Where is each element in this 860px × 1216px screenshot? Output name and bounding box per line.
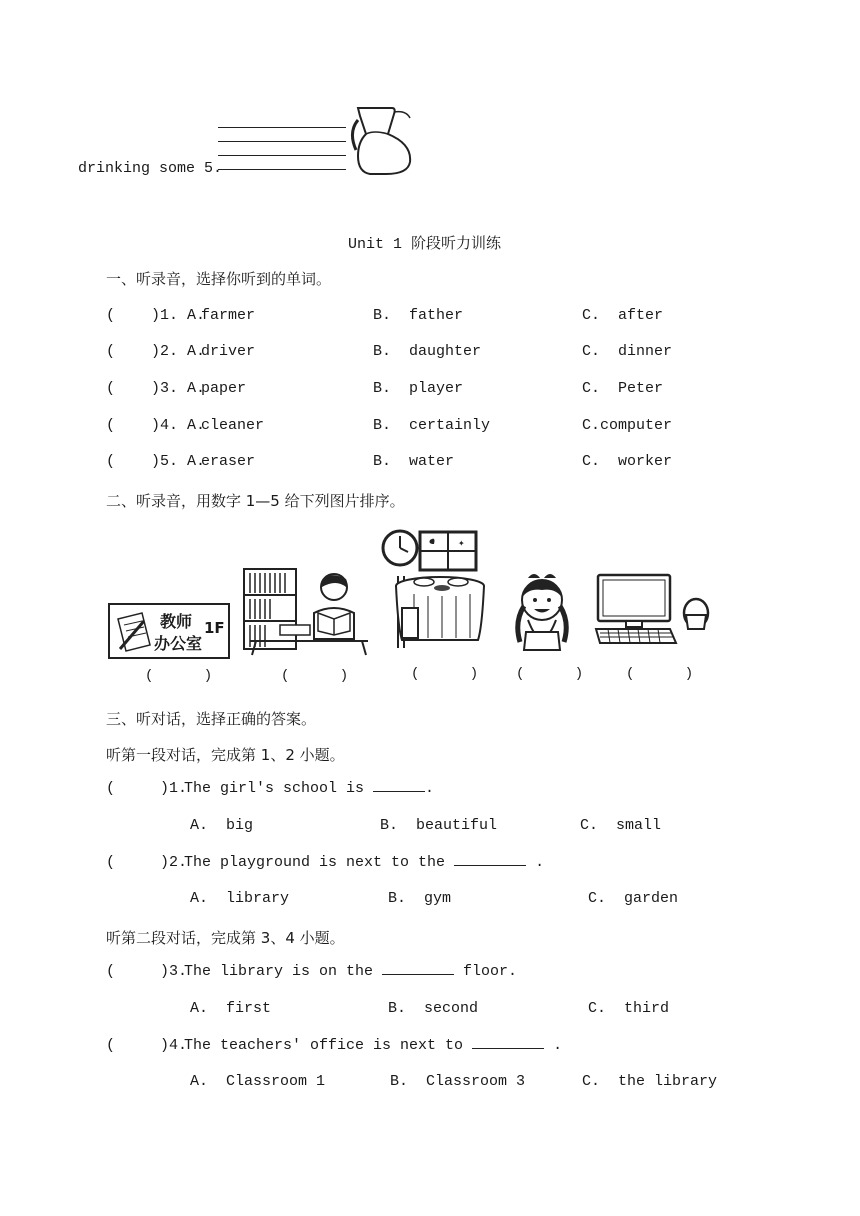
sign-floor: 1F	[204, 619, 225, 637]
option-c: C. small	[580, 817, 662, 834]
option-b: B. beautiful	[380, 817, 498, 834]
water-jug-icon	[350, 106, 420, 176]
sign-text-line2: 办公室	[154, 634, 203, 653]
option-b: B. player	[373, 380, 464, 397]
section-heading-1: 一、听录音，选择你听到的单词。	[106, 270, 332, 288]
answer-bracket-1[interactable]: ( )	[145, 668, 213, 684]
question-number[interactable]: ( )2.	[106, 854, 188, 871]
answer-blank[interactable]	[373, 790, 425, 792]
question-number[interactable]: ( )1. A.	[106, 307, 206, 324]
office-sign-picture	[108, 603, 230, 659]
question-end: .	[425, 780, 435, 797]
boy-reading-library-picture	[242, 567, 372, 657]
girl-picture	[512, 570, 572, 652]
paper-pen-icon	[114, 609, 154, 653]
question-end: .	[544, 1037, 563, 1054]
option-a: paper	[201, 380, 247, 397]
question-end: .	[526, 854, 545, 871]
writing-line	[218, 141, 346, 142]
writing-line	[218, 127, 346, 128]
question-stem: The playground is next to the	[184, 854, 446, 871]
answer-blank[interactable]	[382, 973, 454, 975]
question-number[interactable]: ( )3. A.	[106, 380, 206, 397]
sign-text-line1: 教师	[160, 612, 193, 631]
option-a: A. big	[190, 817, 254, 834]
svg-text:✦: ✦	[458, 539, 465, 548]
writing-line	[218, 155, 346, 156]
option-b: B. water	[373, 453, 455, 470]
option-b: B. Classroom 3	[390, 1073, 526, 1090]
question-stem: The girl's school is	[184, 780, 365, 797]
question-text	[184, 780, 434, 797]
option-c: C. after	[582, 307, 664, 324]
dialog-1-instruction: 听第一段对话，完成第 1、2 小题。	[106, 746, 345, 764]
question-number[interactable]: ( )2. A.	[106, 343, 206, 360]
question-number[interactable]: ( )1.	[106, 780, 188, 797]
option-a: driver	[201, 343, 256, 360]
option-c: C. garden	[588, 890, 679, 907]
option-c: C.computer	[582, 417, 673, 434]
question-text	[184, 963, 517, 980]
option-a: cleaner	[201, 417, 265, 434]
question-number[interactable]: ( )3.	[106, 963, 188, 980]
question-number[interactable]: ( )4.	[106, 1037, 188, 1054]
question-number[interactable]: ( )5. A.	[106, 453, 206, 470]
question-number[interactable]: ( )4. A.	[106, 417, 206, 434]
option-b: B. second	[388, 1000, 479, 1017]
answer-blank[interactable]	[454, 864, 526, 866]
answer-bracket-5[interactable]: ( )	[626, 666, 694, 682]
answer-bracket-3[interactable]: ( )	[411, 666, 479, 682]
option-c: C. worker	[582, 453, 673, 470]
writing-line[interactable]	[218, 169, 346, 170]
question-text	[184, 1037, 562, 1054]
option-a: A. library	[190, 890, 290, 907]
computer-picture	[594, 573, 719, 649]
option-b: B. daughter	[373, 343, 482, 360]
question-end: floor.	[454, 963, 518, 980]
option-a: A. Classroom 1	[190, 1073, 326, 1090]
answer-bracket-2[interactable]: ( )	[281, 668, 349, 684]
dining-room-picture	[380, 528, 490, 648]
question-stem: The library is on the	[184, 963, 374, 980]
dialog-2-instruction: 听第二段对话，完成第 3、4 小题。	[106, 929, 345, 947]
option-a: farmer	[201, 307, 256, 324]
option-b: B. father	[373, 307, 464, 324]
answer-bracket-4[interactable]: ( )	[516, 666, 584, 682]
option-c: C. dinner	[582, 343, 673, 360]
option-a: eraser	[201, 453, 256, 470]
option-a: A. first	[190, 1000, 272, 1017]
option-c: C. the library	[582, 1073, 718, 1090]
question-stem: The teachers' office is next to	[184, 1037, 464, 1054]
page-title: Unit 1 阶段听力训练	[348, 236, 502, 253]
sentence-prefix: drinking some 5.	[78, 160, 223, 177]
question-text	[184, 854, 544, 871]
option-c: C. Peter	[582, 380, 664, 397]
answer-blank[interactable]	[472, 1047, 544, 1049]
option-c: C. third	[588, 1000, 670, 1017]
option-b: B. certainly	[373, 417, 491, 434]
option-b: B. gym	[388, 890, 452, 907]
section-heading-2: 二、听录音，用数字 1—5 给下列图片排序。	[106, 492, 405, 510]
section-heading-3: 三、听对话，选择正确的答案。	[106, 710, 317, 728]
